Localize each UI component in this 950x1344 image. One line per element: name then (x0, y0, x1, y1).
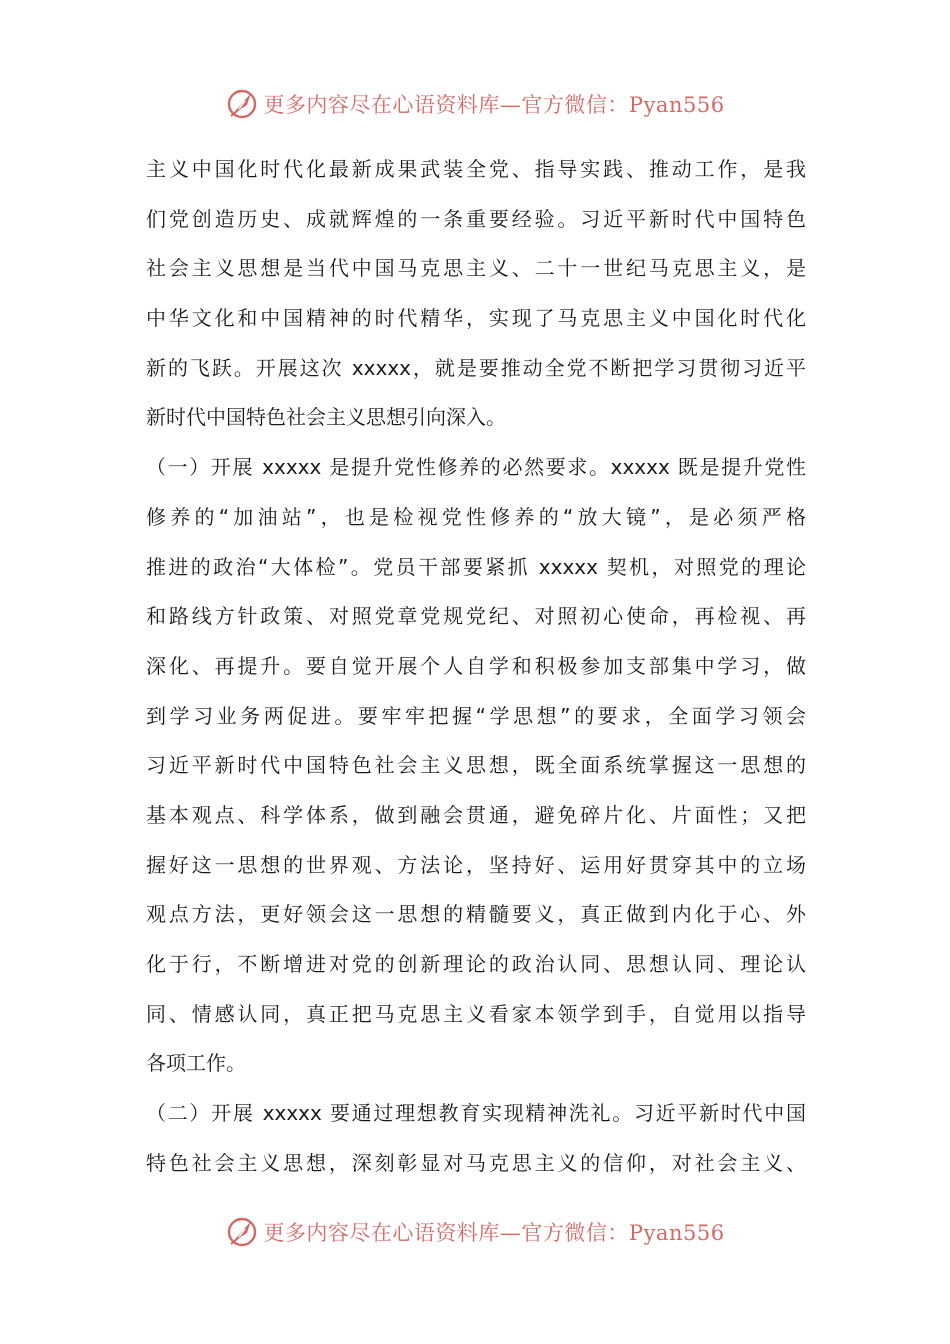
text-line: 和路线方针政策、对照党章党规党纪、对照初心使命，再检视、再 (146, 604, 806, 629)
text-line: 中华文化和中国精神的时代精华，实现了马克思主义中国化时代化 (146, 306, 806, 331)
text-line: 社会主义思想是当代中国马克思主义、二十一世纪马克思主义，是 (146, 256, 806, 281)
text-line: 新的飞跃。开展这次 xxxxx，就是要推动全党不断把学习贯彻习近平 (146, 355, 806, 380)
text-line: 化于行，不断增进对党的创新理论的政治认同、思想认同、理论认 (146, 952, 806, 976)
text-line: 新时代中国特色社会主义思想引向深入。 (146, 405, 506, 430)
text-line: 习近平新时代中国特色社会主义思想，既全面系统掌握这一思想的 (146, 753, 806, 778)
text-line: 特色社会主义思想，深刻彰显对马克思主义的信仰，对社会主义、 (146, 1150, 806, 1175)
watermark-text: 更多内容尽在心语资料库—官方微信：Pyan556 (263, 1221, 725, 1245)
text-line: 到学习业务两促进。要牢牢把握“学思想”的要求，全面学习领会 (146, 703, 806, 728)
text-line: 各项工作。 (146, 1051, 246, 1076)
text-line: 深化、再提升。要自觉开展个人自学和积极参加支部集中学习，做 (146, 653, 806, 678)
watermark-text: 更多内容尽在心语资料库—官方微信：Pyan556 (263, 93, 725, 117)
section-heading-line: （二）开展 xxxxx 要通过理想教育实现精神洗礼。习近平新时代中国 (146, 1101, 806, 1126)
text-line: 观点方法，更好领会这一思想的精髓要义，真正做到内化于心、外 (146, 902, 806, 927)
text-line: 同、情感认同，真正把马克思主义看家本领学到手，自觉用以指导 (146, 1001, 806, 1026)
quill-logo-icon (225, 87, 259, 121)
footer-watermark (0, 1212, 950, 1252)
text-line: 们党创造历史、成就辉煌的一条重要经验。习近平新时代中国特色 (146, 206, 806, 231)
header-watermark (0, 84, 950, 124)
section-heading-line: （一）开展 xxxxx 是提升党性修养的必然要求。xxxxx 既是提升党性 (146, 455, 806, 480)
text-line: 主义中国化时代化最新成果武装全党、指导实践、推动工作，是我 (146, 157, 806, 181)
document-body (146, 145, 806, 1188)
text-line: 推进的政治“大体检”。党员干部要紧抓 xxxxx 契机，对照党的理论 (146, 554, 806, 579)
text-line: 握好这一思想的世界观、方法论，坚持好、运用好贯穿其中的立场 (146, 852, 806, 877)
text-line: 基本观点、科学体系，做到融会贯通，避免碎片化、片面性；又把 (146, 802, 806, 827)
quill-logo-icon (225, 1215, 259, 1249)
text-line: 修养的“加油站”，也是检视党性修养的“放大镜”，是必须严格 (146, 504, 806, 529)
